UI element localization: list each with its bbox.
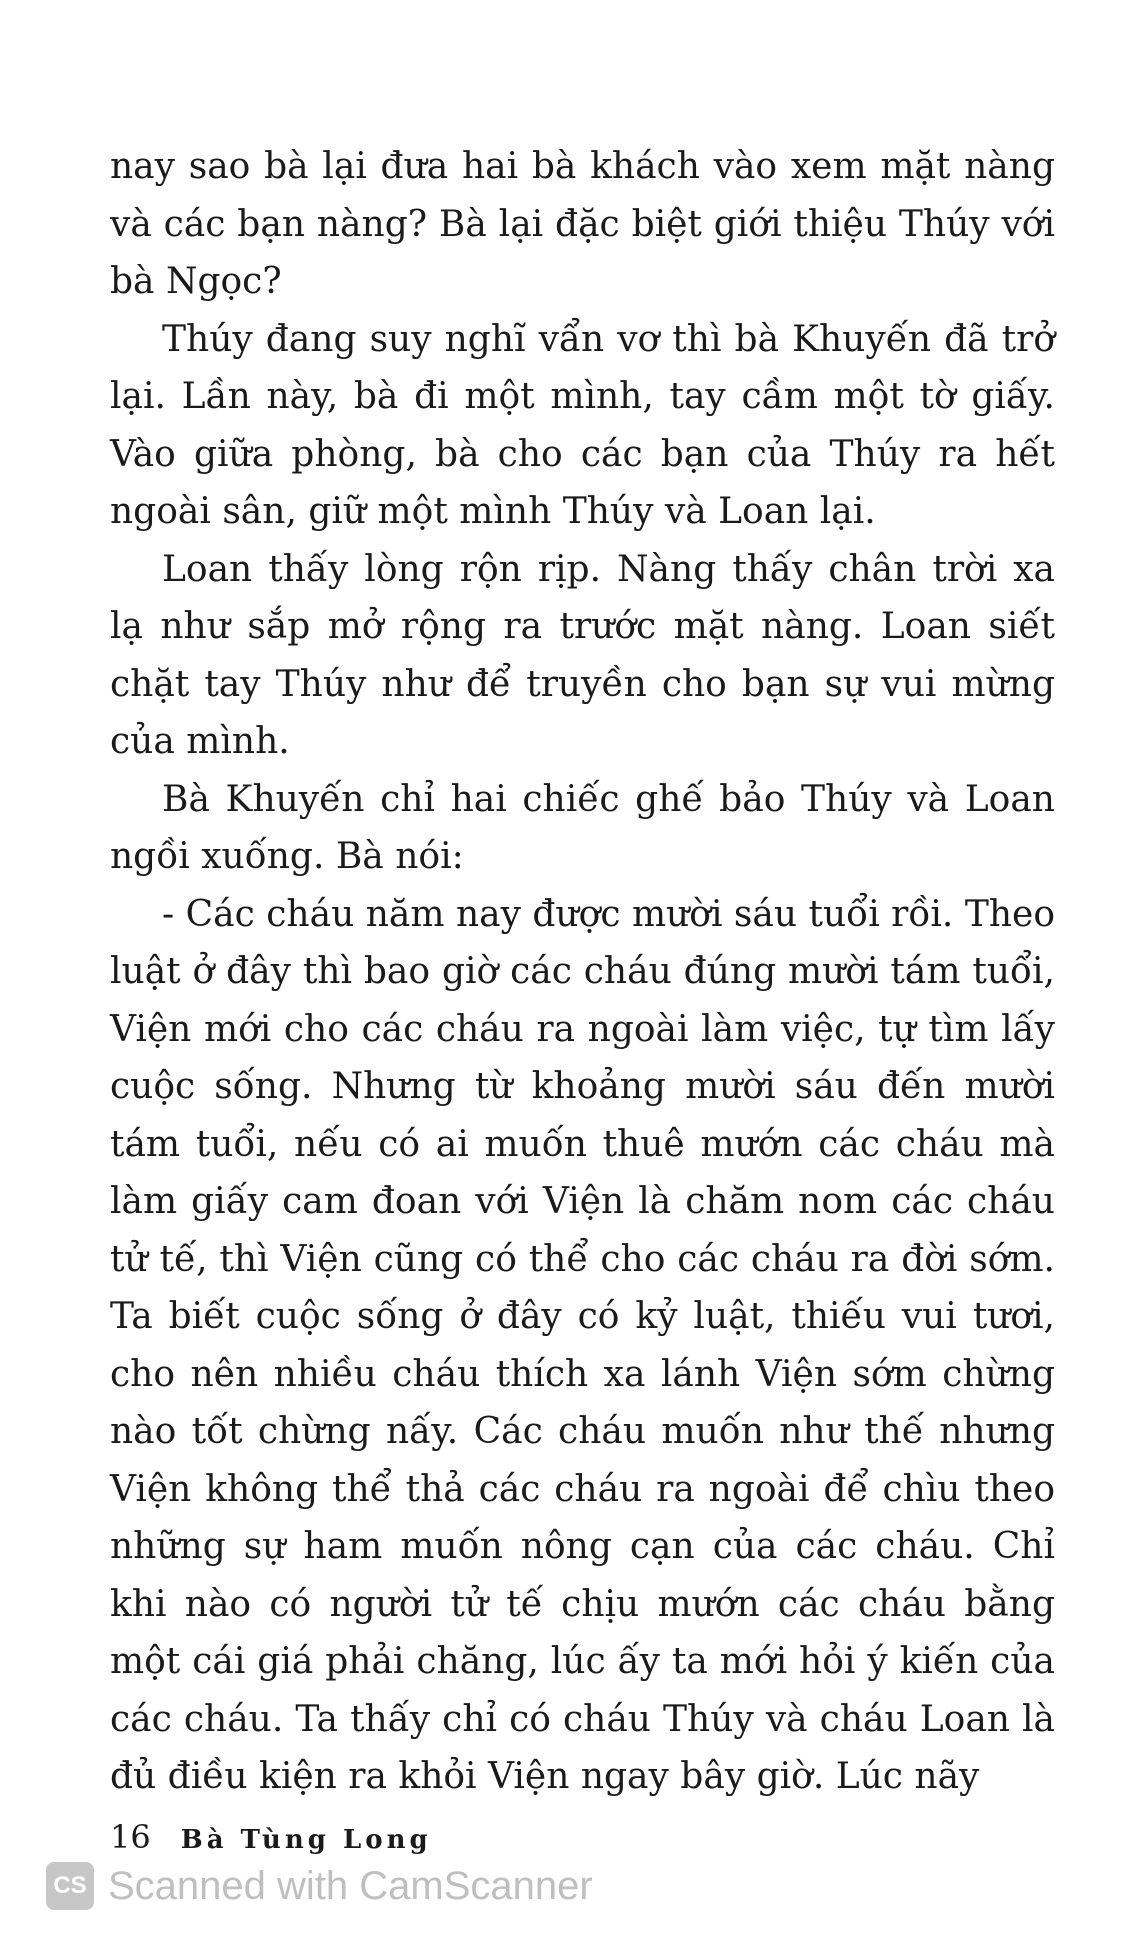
page-number: 16 (110, 1818, 151, 1856)
body-text (110, 138, 1055, 1806)
paragraph-1: nay sao bà lại đưa hai bà khách vào xem mặt nàng và các bạn nàng? Bà lại đặc biệt giới thiệu Thúy với bà Ngọc? (110, 146, 1055, 302)
paragraph-5: - Các cháu năm nay được mười sáu tuổi rồi. Theo luật ở đây thì bao giờ các cháu đúng mười tám tuổi, Viện mới cho các cháu ra ngoài làm việc, tự tìm lấy cuộc sống. Nhưng từ khoảng mười sáu đến mười tám tuổi, nếu có ai muốn thuê mướn các cháu mà làm giấy cam đoan với Viện là chăm nom các cháu tử tế, thì Viện cũng có thể cho các cháu ra đời sớm. Ta biết cuộc sống ở đây có kỷ luật, thiếu vui tươi, cho nên nhiều cháu thích xa lánh Viện sớm chừng nào tốt chừng nấy. Các cháu muốn như thế nhưng Viện không thể thả các cháu ra ngoài để chìu theo những sự ham muốn nông cạn của các cháu. Chỉ khi nào có người tử tế chịu mướn các cháu bằng một cái giá phải chăng, lúc ấy ta mới hỏi ý kiến của các cháu. Ta thấy chỉ có cháu Thúy và cháu Loan là đủ điều kiện ra khỏi Viện ngay bây giờ. Lúc nãy (110, 893, 1055, 1797)
paragraph-3: Loan thấy lòng rộn rịp. Nàng thấy chân trời xa lạ như sắp mở rộng ra trước mặt nàng. Loan siết chặt tay Thúy như để truyền cho bạn sự vui mừng của mình. (110, 548, 1055, 762)
running-title: Bà Tùng Long (180, 1825, 432, 1855)
page-footer (110, 1818, 432, 1856)
watermark-text: Scanned with CamScanner (108, 1863, 593, 1908)
paragraph-4: Bà Khuyến chỉ hai chiếc ghế bảo Thúy và Loan ngồi xuống. Bà nói: (110, 778, 1055, 877)
paragraph-2: Thúy đang suy nghĩ vẩn vơ thì bà Khuyến đã trở lại. Lần này, bà đi một mình, tay cầm một tờ giấy. Vào giữa phòng, bà cho các bạn của Thúy ra hết ngoài sân, giữ một mình Thúy và Loan lại. (110, 318, 1055, 532)
camscanner-logo-icon: CS (46, 1862, 94, 1910)
camscanner-watermark (46, 1862, 593, 1910)
